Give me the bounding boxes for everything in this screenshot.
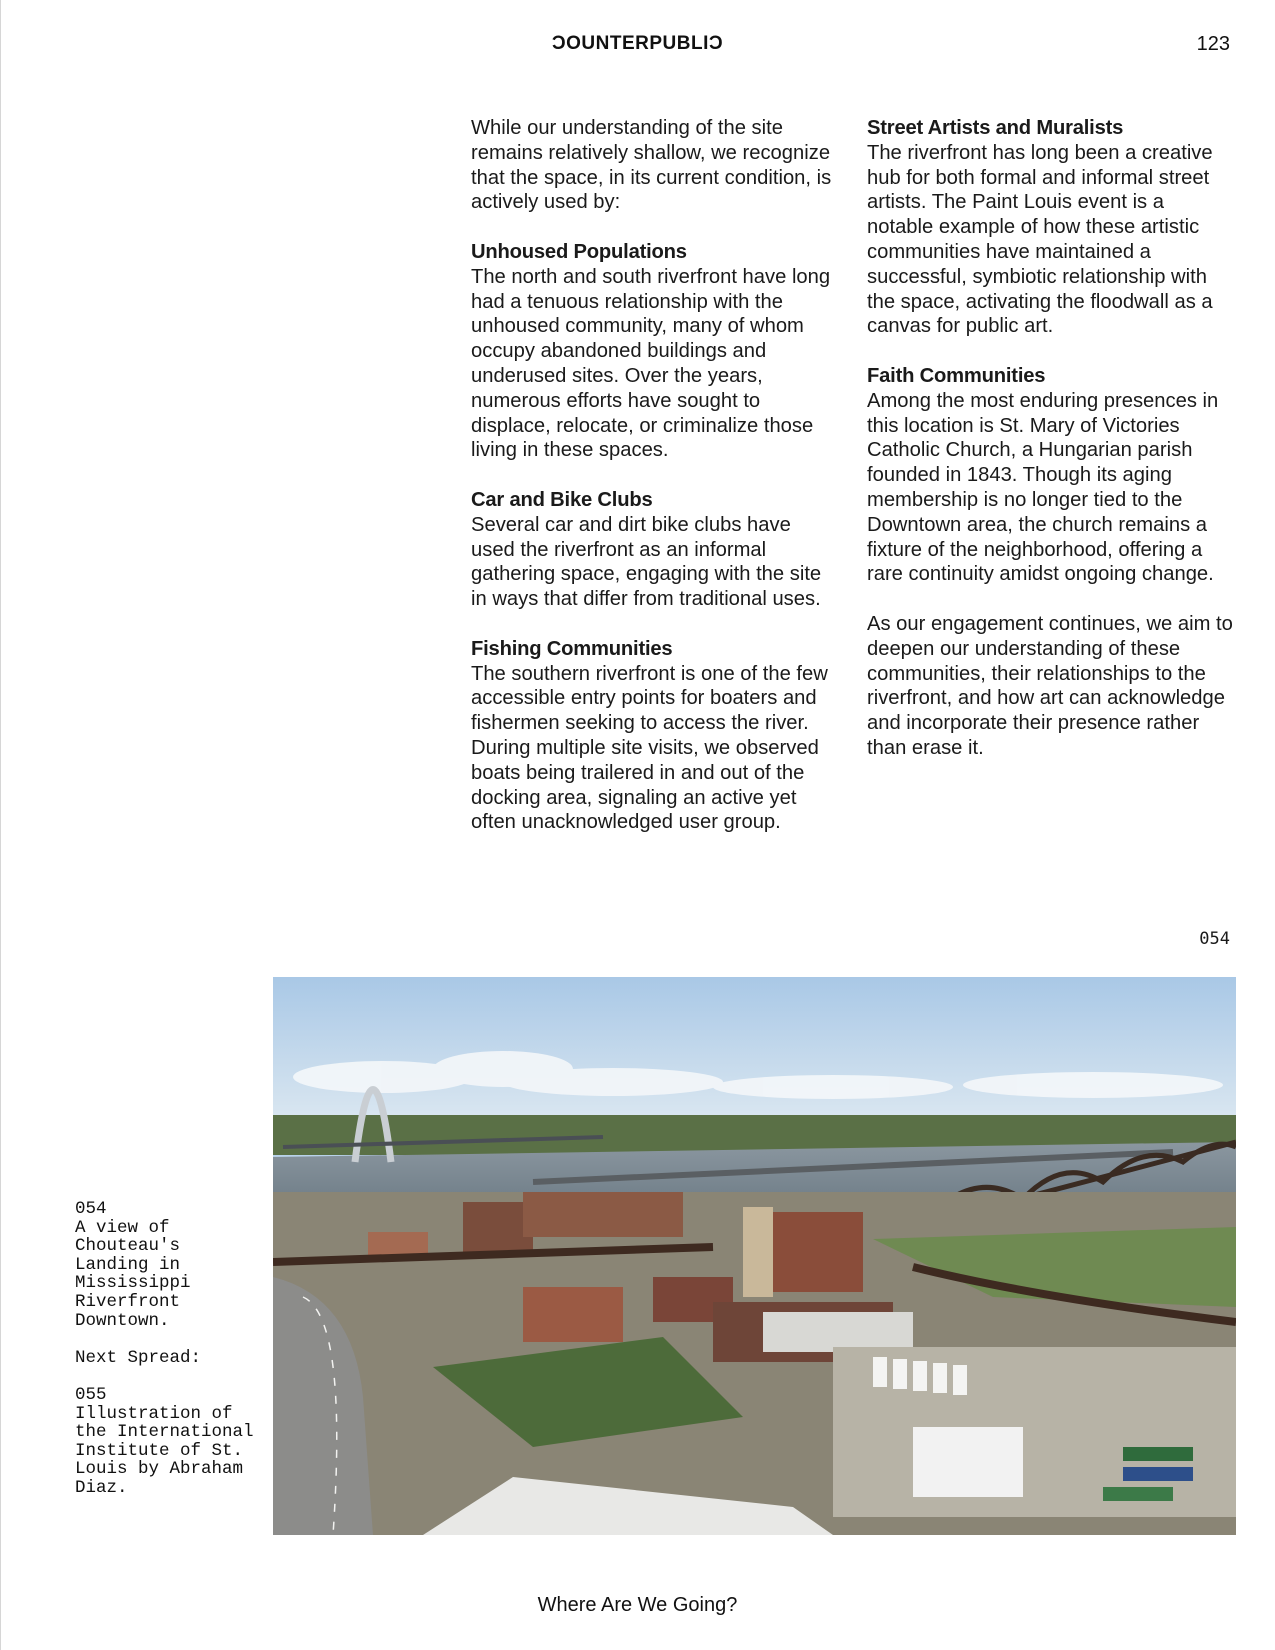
intro-paragraph: While our understanding of the site remains relatively shallow, we recognize that the space, in its current condition, is actively used by: xyxy=(471,117,832,214)
section-heading: Car and Bike Clubs xyxy=(471,488,653,511)
caption-number: 054 xyxy=(75,1199,107,1219)
section-unhoused xyxy=(471,240,839,463)
section-body: The southern riverfront is one of the few accessible entry points for boaters and fishermen seeking to access the river. During multiple site visits, we observed boats being trailered in and out of the docking area, signaling an active yet often unacknowledged user group. xyxy=(471,662,828,834)
aerial-riverfront-photo xyxy=(273,977,1236,1535)
section-body: Among the most enduring presences in this location is St. Mary of Victories Catholic Church, a Hungarian parish founded in 1843. Though its aging membership is no longer tied to the Downtown area, the church remains a fixture of the neighborhood, offering a rare continuity amidst ongoing change. xyxy=(867,389,1219,586)
figure-caption xyxy=(75,1199,265,1498)
section-heading: Faith Communities xyxy=(867,364,1046,387)
next-spread-label: Next Spread: xyxy=(75,1347,202,1368)
publication-logo: ƆOUNTERPUBLIƆ xyxy=(551,33,724,54)
sky xyxy=(273,977,1236,1127)
section-heading: Fishing Communities xyxy=(471,637,673,660)
section-car-bike-clubs xyxy=(471,488,839,612)
white-warehouse xyxy=(913,1427,1023,1497)
section-body: Several car and dirt bike clubs have used the riverfront as an informal gathering space, engaging with the site in ways that differ from traditional uses. xyxy=(471,513,822,611)
figure-number: 054 xyxy=(1199,929,1230,949)
section-heading: Unhoused Populations xyxy=(471,240,687,263)
section-body: The north and south riverfront have long had a tenuous relationship with the unhoused community, many of whom occupy abandoned buildings and underused sites. Over the years, numerous efforts have sought to displace, relocate, or criminalize those living in these spaces. xyxy=(471,265,831,462)
next-figure-text: Illustration of the International Institute of St. Louis by Abraham Diaz. xyxy=(75,1403,265,1498)
page-number: 123 xyxy=(1196,33,1230,55)
text-column-right xyxy=(867,116,1235,786)
aerial-photo-illustration xyxy=(273,977,1236,1535)
text-column-left xyxy=(471,116,839,860)
section-fishing xyxy=(471,637,839,835)
section-faith xyxy=(867,364,1235,587)
section-body: The riverfront has long been a creative hub for both formal and informal street artists. The Paint Louis event is a notable example of how these artistic communities have maintained a successful, symbiotic relationship with the space, activating the floodwall as a canvas for public art. xyxy=(867,141,1213,338)
next-figure-number: 055 xyxy=(75,1384,107,1405)
footer-section-title: Where Are We Going? xyxy=(537,1594,738,1616)
closing-paragraph: As our engagement continues, we aim to deepen our understanding of these communities, their relationships to the riverfront, and how art can acknowledge and incorporate their presence rather than erase it. xyxy=(867,612,1233,759)
section-heading: Street Artists and Muralists xyxy=(867,117,1124,139)
caption-text: A view of Chouteau's Landing in Mississippi Riverfront Downtown. xyxy=(75,1217,202,1331)
section-street-artists xyxy=(867,116,1235,339)
page-edge-rule xyxy=(0,0,1,1650)
